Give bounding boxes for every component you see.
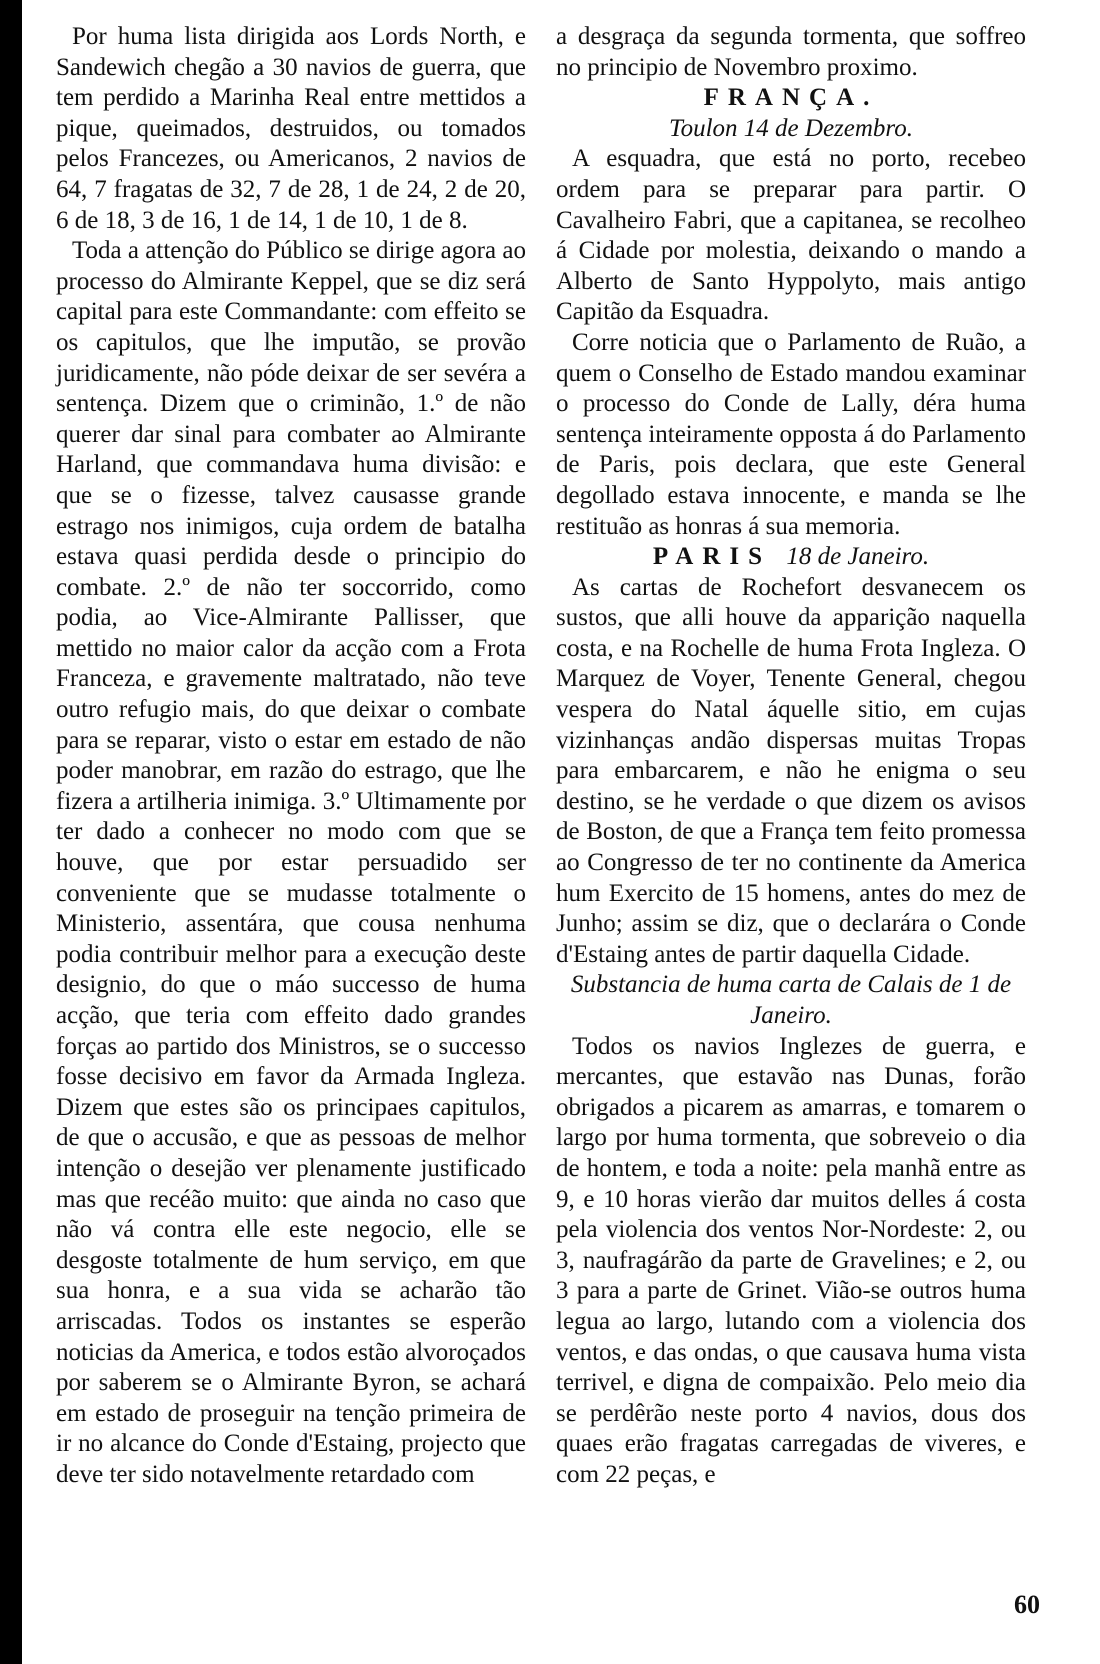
article-paragraph: Todos os navios Inglezes de guerra, e mercantes, que estavão nas Dunas, forão obrigados a picarem as amarras, e tomarem o largo por huma tormenta, que sobreveio o dia de hontem, e toda a noite: pela manhã entre as 9, e 10 horas vierão dar muitos delles á costa pela violencia dos ventos Nor-Nordeste: 2, ou 3, naufragárão da parte de Gravelines; e 2, ou 3 para a parte de Grinet. Vião-se outros huma legua ao largo, lutando com a violencia dos ventos, e das ondas, o que causava huma vista terrivel, e digna de compaixão. Pelo meio dia se perdêrão neste porto 4 navios, dous dos quaes erão fragatas carregadas de viveres, e com 22 peças, e <box>556 1032 1026 1488</box>
article-paragraph: a desgraça da segunda tormenta, que soffreo no principio de Novembro proximo. <box>556 23 1026 81</box>
page-number: 60 <box>1014 1590 1040 1619</box>
dateline-paris: 18 de Janeiro. <box>786 543 930 571</box>
right-column <box>556 22 1026 1491</box>
article-paragraph: Toda a attenção do Público se dirige agora ao processo do Almirante Keppel, que se diz será capital para este Commandante: com effeito se os capitulos, que lhe imputão, se provão juridicamente, não póde deixar de ser sevéra a sentença. Dizem que o criminão, 1.º de não querer dar sinal para combater ao Almirante Harland, que commandava huma divisão: e que se o fizesse, talvez causasse grande estrago nos inimigos, cuja ordem de batalha estava quasi perdida desde o principio do combate. 2.º de não ter soccorrido, como podia, ao Vice-Almirante Pallisser, que mettido no maior calor da acção com a Frota Franceza, e gravemente maltratado, não teve outro refugio mais, do que deixar o combate para se reparar, visto o estar em estado de não poder manobrar, em razão do estrago, que lhe fizera a artilheria inimiga. 3.º Ultimamente por ter dado a conhecer no modo com que se houve, que por estar persuadido ser conveniente que se mudasse totalmente o Ministerio, assentára, que cousa nenhuma podia contribuir melhor para a execução deste designio, do que o máo successo de huma acção, que teria com effeito dado grandes forças ao partido dos Ministros, se o successo fosse decisivo em favor da Armada Ingleza. Dizem que estes são os principaes capitulos, de que o accusão, e que as pessoas de melhor intenção o desejão ver plenamente justificado mas que recéão muito: que ainda no caso que não vá contra elle este negocio, elle se desgoste totalmente de hum serviço, em que sua honra, e a sua vida se acharão tão arriscadas. Todos os instantes se esperão noticias da America, e todos estão alvoroçados por saberem se o Almirante Byron, se achará em estado de proseguir na tenção primeira de ir no alcance do Conde d'Estaing, projecto que deve ter sido notavelmente retardado com <box>56 237 526 1488</box>
article-paragraph: As cartas de Rochefort desvanecem os sustos, que alli houve da apparição naquella costa, e na Rochelle de huma Frota Ingleza. O Marquez de Voyer, Tenente General, chegou vespera do Natal áquelle sitio, em cujas vizinhanças andão dispersas muitas Tropas para embarcarem, e não he enigma o seu destino, se he verdade o que dizem os avisos de Boston, de que a França tem feito promessa ao Congresso de ter no continente da America hum Exercito de 15 homens, antes do mez de Junho; assim se diz, que o declarára o Conde d'Estaing antes de partir daquella Cidade. <box>556 573 1026 968</box>
newspaper-page <box>56 22 1046 1632</box>
section-heading-france: FRANÇA. <box>703 84 879 112</box>
article-paragraph: Por huma lista dirigida aos Lords North, e Sandewich chegão a 30 navios de guerra, que tem perdido a Marinha Real entre mettidos a pique, queimados, destruidos, ou tomados pelos Francezes, ou Americanos, 2 navios de 64, 7 fragatas de 32, 7 de 28, 1 de 24, 2 de 20, 6 de 18, 3 de 16, 1 de 14, 1 de 10, 1 de 8. <box>56 23 526 234</box>
article-paragraph: Corre noticia que o Parlamento de Ruão, a quem o Conselho de Estado mandou examinar o processo do Conde de Lally, déra huma sentença inteiramente opposta á do Parlamento de Paris, pois declara, que este General degollado estava innocente, e manda se lhe restituão as honras á sua memoria. <box>556 328 1026 540</box>
letter-subheading: Substancia de huma carta de Calais de 1 de Janeiro. <box>570 971 1012 1029</box>
article-paragraph: A esquadra, que está no porto, recebeo ordem para se preparar para partir. O Cavalheiro Fabri, que a capitanea, se recolheo á Cidade por molestia, deixando o mando a Alberto de Santo Hyppolyto, mais antigo Capitão da Esquadra. <box>556 145 1026 326</box>
section-heading-paris <box>556 542 1026 573</box>
dateline-toulon: Toulon 14 de Dezembro. <box>669 114 913 142</box>
paris-heading-label: PARIS <box>652 543 772 571</box>
scan-dark-edge <box>0 0 22 1664</box>
left-column <box>56 22 526 1491</box>
